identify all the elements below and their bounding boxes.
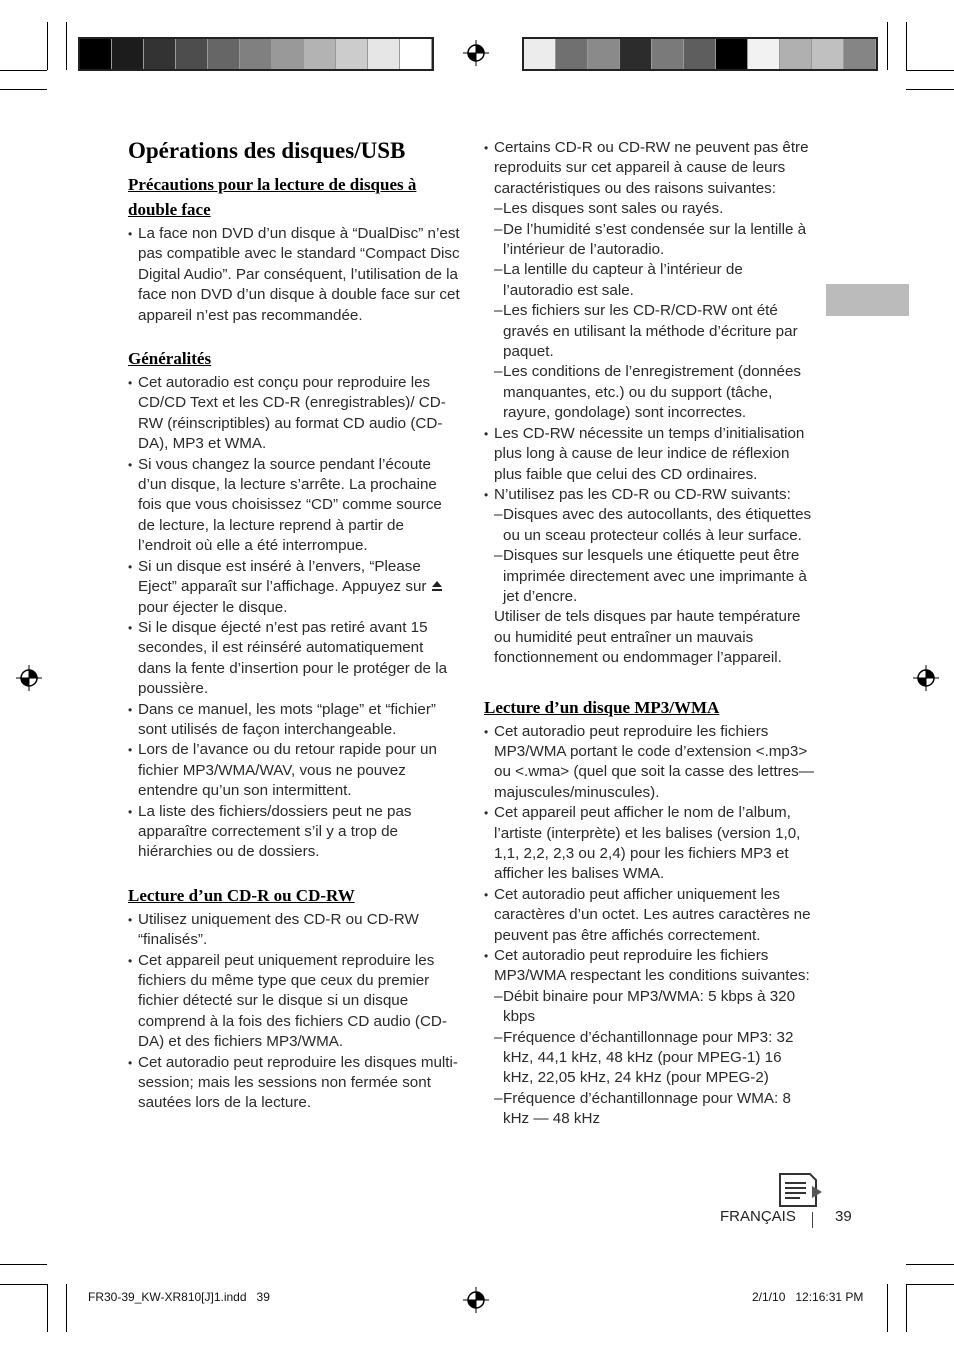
section-cdr-cdrw bbox=[128, 883, 460, 1114]
color-swatch bbox=[556, 39, 588, 69]
color-swatch bbox=[400, 39, 432, 69]
section-heading: Lecture d’un CD-R ou CD-RW bbox=[128, 885, 355, 905]
bullet-item: • Dans ce manuel, les mots “plage” et “fichier” sont utilisés de façon interchangeable. bbox=[128, 700, 460, 741]
footer-language: FRANÇAIS bbox=[720, 1208, 796, 1225]
bullet-item: • Cet autoradio peut reproduire les disques multi-session; mais les sessions non fermée sont sautées lors de la lecture. bbox=[128, 1053, 460, 1114]
bullet-text: Certains CD-R ou CD-RW ne peuvent pas être reproduits sur cet appareil à cause de leurs caractéristiques ou des raisons suivantes: bbox=[494, 139, 809, 197]
sub-item: – Fréquence d’échantillonnage pour WMA: 8 kHz — 48 kHz bbox=[494, 1089, 814, 1130]
bullet-item: • Cet appareil peut afficher le nom de l’album, l’artiste (interprète) et les balises (version 1,0, 1,1, 2,2, 2,3 ou 2,4) pour les fichiers MP3 et afficher les balises WMA. bbox=[484, 803, 814, 885]
bullet-item: • Cet autoradio peut reproduire les fichiers MP3/WMA portant le code d’extension <.mp3> ou <.wma> (quel que soit la casse des lettres—majuscules/minuscules). bbox=[484, 722, 814, 804]
crop-mark bbox=[906, 1264, 954, 1265]
bullet-item: • Si le disque éjecté n’est pas retiré avant 15 secondes, il est réinséré automatiquement dans la fente d’insertion pour le protéger de la poussière. bbox=[128, 618, 460, 700]
bullet-item: • Si vous changez la source pendant l’écoute d’un disque, la lecture s’arrête. La prochaine fois que vous choisissez “CD” comme source de lecture, la lecture reprend à partir de l’endroit où elle a été interrompue. bbox=[128, 455, 460, 557]
color-swatch bbox=[112, 39, 144, 69]
color-swatch bbox=[144, 39, 176, 69]
crop-mark bbox=[906, 1284, 954, 1285]
color-swatch bbox=[336, 39, 368, 69]
bullet-item: • Les CD-RW nécessite un temps d’initialisation plus long à cause de leur indice de réflexion plus faible que celui des CD ordinaires. bbox=[484, 424, 814, 485]
slug-date: 2/1/10 12:16:31 PM bbox=[752, 1290, 864, 1304]
color-swatch bbox=[652, 39, 684, 69]
color-swatch bbox=[716, 39, 748, 69]
bullet-text: pour éjecter le disque. bbox=[138, 598, 288, 616]
color-swatch bbox=[748, 39, 780, 69]
registration-mark-icon bbox=[16, 665, 42, 691]
bullet-text: Si un disque est inséré à l’envers, “Please Eject” apparaît sur l’affichage. Appuyez sur bbox=[138, 557, 427, 596]
right-column bbox=[484, 138, 814, 1150]
sub-item: – Les conditions de l’enregistrement (données manquantes, etc.) ou du support (tâche, rayure, gondolage) sont incorrectes. bbox=[494, 362, 814, 423]
crop-mark bbox=[0, 1264, 47, 1265]
crop-mark bbox=[0, 89, 47, 90]
color-swatch bbox=[80, 39, 112, 69]
bullet-item bbox=[484, 138, 814, 424]
crop-mark bbox=[47, 22, 48, 70]
eject-icon bbox=[431, 580, 443, 592]
color-swatch bbox=[588, 39, 620, 69]
sub-item: – La lentille du capteur à l’intérieur de l’autoradio est sale. bbox=[494, 260, 814, 301]
crop-mark bbox=[66, 1284, 67, 1332]
sub-item: – Débit binaire pour MP3/WMA: 5 kbps à 320 kbps bbox=[494, 987, 814, 1028]
color-calibration-bar bbox=[78, 37, 434, 71]
slug-filename: FR30-39_KW-XR810[J]1.indd 39 bbox=[88, 1290, 270, 1304]
color-calibration-bar bbox=[522, 37, 878, 71]
crop-mark bbox=[0, 70, 47, 71]
sub-item: – Les disques sont sales ou rayés. bbox=[494, 199, 814, 219]
section-heading: Généralités bbox=[128, 349, 212, 369]
color-swatch bbox=[304, 39, 336, 69]
crop-mark bbox=[906, 70, 954, 71]
bullet-item: • La face non DVD d’un disque à “DualDisc” n’est pas compatible avec le standard “Compact Disc Digital Audio”. Par conséquent, l’utilisation de la face non DVD d’un disque à double face sur cet appareil n’est pas recommandée. bbox=[128, 224, 460, 326]
bullet-item: • Cet autoradio est conçu pour reproduire les CD/CD Text et les CD-R (enregistrables)/ CD-RW (réinscriptibles) au format CD audio (CD-DA), MP3 et WMA. bbox=[128, 373, 460, 455]
crop-mark bbox=[887, 1284, 888, 1332]
bullet-text: N’utilisez pas les CD-R ou CD-RW suivants: bbox=[494, 485, 791, 503]
crop-mark bbox=[0, 1284, 47, 1285]
bullet-item: • Lors de l’avance ou du retour rapide pour un fichier MP3/WMA/WAV, vous ne pouvez entendre qu’un son intermittent. bbox=[128, 740, 460, 801]
registration-mark-icon bbox=[463, 40, 489, 66]
section-cdr-continued bbox=[484, 138, 814, 669]
bullet-item: • Cet autoradio peut afficher uniquement les caractères d’un octet. Les autres caractères ne peuvent pas être affichés correctement. bbox=[484, 885, 814, 946]
footer-divider bbox=[812, 1212, 813, 1228]
section-heading: Précautions pour la lecture de disques à double face bbox=[128, 175, 417, 219]
registration-mark-icon bbox=[463, 1287, 489, 1313]
sub-item: – De l’humidité s’est condensée sur la lentille à l’intérieur de l’autoradio. bbox=[494, 220, 814, 261]
registration-mark-icon bbox=[913, 665, 939, 691]
color-swatch bbox=[176, 39, 208, 69]
sub-item: – Disques sur lesquels une étiquette peut être imprimée directement avec une imprimante à jet d’encre. bbox=[494, 546, 814, 607]
sub-item: – Fréquence d’échantillonnage pour MP3: 32 kHz, 44,1 kHz, 48 kHz (pour MPEG-1) 16 kHz, 22,05 kHz, 24 kHz (pour MPEG-2) bbox=[494, 1028, 814, 1089]
bullet-note: Utiliser de tels disques par haute température ou humidité peut entraîner un mauvais fonctionnement ou endommager l’appareil. bbox=[494, 608, 801, 667]
color-swatch bbox=[272, 39, 304, 69]
crop-mark bbox=[47, 1284, 48, 1332]
note-icon bbox=[776, 1172, 824, 1208]
section-generalites bbox=[128, 346, 460, 863]
bullet-item bbox=[484, 485, 814, 669]
color-swatch bbox=[620, 39, 652, 69]
bullet-text: Cet autoradio peut reproduire les fichiers MP3/WMA respectant les conditions suivantes: bbox=[494, 947, 810, 985]
color-swatch bbox=[844, 39, 876, 69]
bullet-item: • Cet appareil peut uniquement reproduire les fichiers du même type que ceux du premier fichier détecté sur le disque si un disque comprend à la fois des fichiers CD audio (CD-DA) et des fichiers MP3/WMA. bbox=[128, 951, 460, 1053]
color-swatch bbox=[812, 39, 844, 69]
bullet-item: • Utilisez uniquement des CD-R ou CD-RW “finalisés”. bbox=[128, 910, 460, 951]
section-heading: Lecture d’un disque MP3/WMA bbox=[484, 697, 720, 717]
section-mp3-wma bbox=[484, 695, 814, 1130]
color-swatch bbox=[524, 39, 556, 69]
color-swatch bbox=[684, 39, 716, 69]
bullet-item bbox=[128, 557, 460, 618]
color-swatch bbox=[780, 39, 812, 69]
page-number: 39 bbox=[835, 1208, 852, 1225]
crop-mark bbox=[906, 22, 907, 70]
bullet-item bbox=[484, 946, 814, 1130]
sub-item: – Disques avec des autocollants, des étiquettes ou un sceau protecteur collés à leur surface. bbox=[494, 505, 814, 546]
left-column bbox=[128, 136, 460, 1134]
crop-mark bbox=[66, 22, 67, 70]
color-swatch bbox=[240, 39, 272, 69]
section-double-face bbox=[128, 172, 460, 326]
color-swatch bbox=[368, 39, 400, 69]
sub-item: – Les fichiers sur les CD-R/CD-RW ont été gravés en utilisant la méthode d’écriture par paquet. bbox=[494, 301, 814, 362]
color-swatch bbox=[208, 39, 240, 69]
crop-mark bbox=[887, 22, 888, 70]
crop-mark bbox=[906, 89, 954, 90]
page-title: Opérations des disques/USB bbox=[128, 138, 406, 163]
bullet-item: • La liste des fichiers/dossiers peut ne pas apparaître correctement s’il y a trop de hiérarchies ou de dossiers. bbox=[128, 802, 460, 863]
language-tab bbox=[826, 284, 909, 316]
crop-mark bbox=[906, 1284, 907, 1332]
